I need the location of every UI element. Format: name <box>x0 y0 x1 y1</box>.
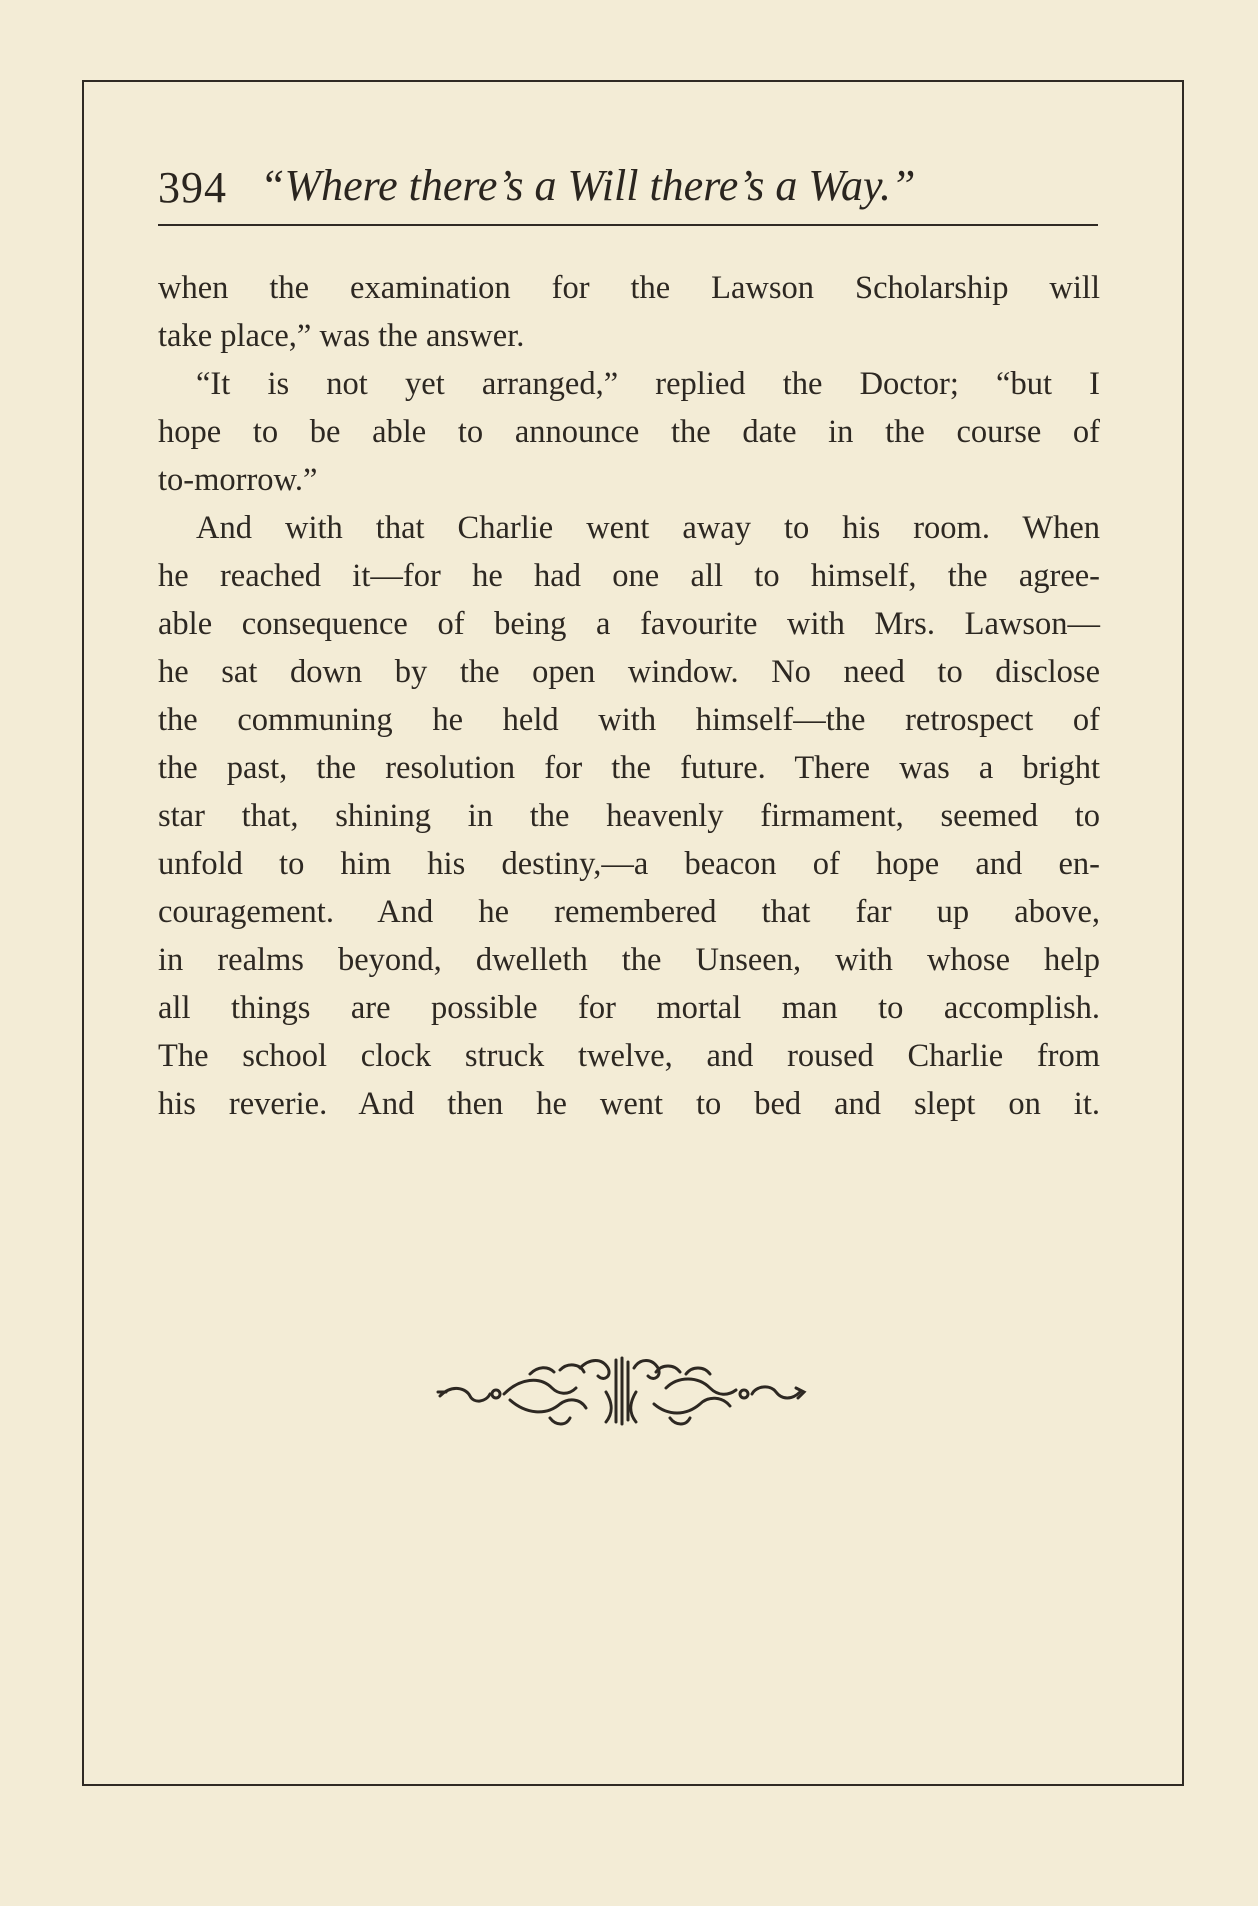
text-line: The school clock struck twelve, and roused Charlie from <box>158 1038 1100 1074</box>
text-line: unfold to him his destiny,—a beacon of hope and en- <box>158 846 1100 882</box>
running-head <box>158 158 1098 218</box>
text-line: hope to be able to announce the date in the course of <box>158 414 1100 450</box>
text-line: star that, shining in the heavenly firmament, seemed to <box>158 798 1100 834</box>
text-line: the communing he held with himself—the retrospect of <box>158 702 1100 738</box>
text-line: he sat down by the open window. No need to disclose <box>158 654 1100 690</box>
text-line: able consequence of being a favourite with Mrs. Lawson— <box>158 606 1100 642</box>
page-number: 394 <box>158 163 227 212</box>
running-title: “Where there’s a Will there’s a Way.” <box>260 161 916 210</box>
tailpiece-ornament-icon <box>430 1352 810 1432</box>
text-line: And with that Charlie went away to his room. When <box>196 510 1100 546</box>
text-line: take place,” was the answer. <box>158 318 525 354</box>
text-line: the past, the resolution for the future. There was a bright <box>158 750 1100 786</box>
body-text <box>158 264 1100 1128</box>
text-line: to-morrow.” <box>158 462 318 498</box>
text-line: when the examination for the Lawson Scholarship will <box>158 270 1100 306</box>
text-line: his reverie. And then he went to bed and slept on it. <box>158 1086 1100 1122</box>
text-line: all things are possible for mortal man to accomplish. <box>158 990 1100 1026</box>
text-line: couragement. And he remembered that far up above, <box>158 894 1100 930</box>
text-line: in realms beyond, dwelleth the Unseen, with whose help <box>158 942 1100 978</box>
text-line: he reached it—for he had one all to himself, the agree- <box>158 558 1100 594</box>
text-line: “It is not yet arranged,” replied the Doctor; “but I <box>196 366 1100 402</box>
header-rule <box>158 224 1098 226</box>
